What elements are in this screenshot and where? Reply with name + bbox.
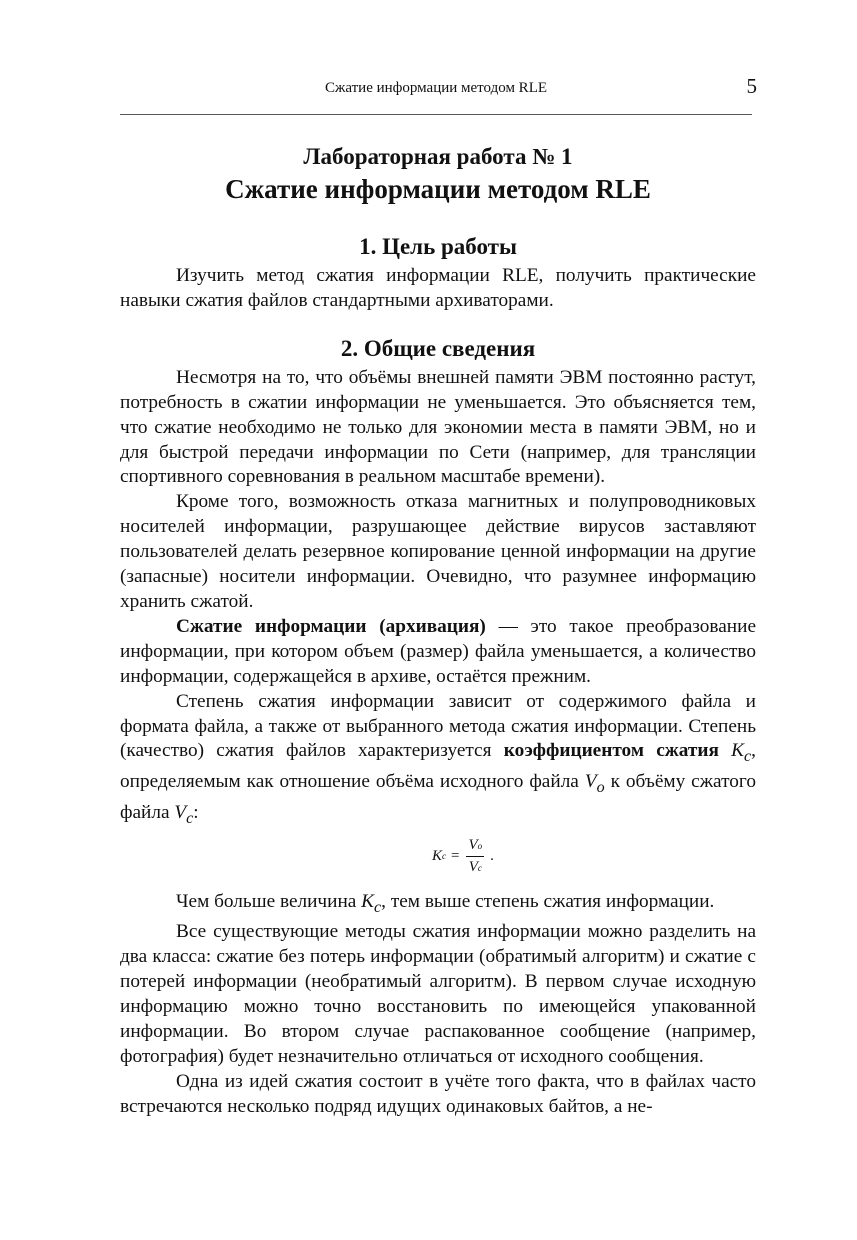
running-header: Сжатие информации методом RLE: [324, 80, 548, 96]
ratio-text-b: , определяемым как отношение объёма исходного файла: [120, 740, 756, 793]
lab-number-heading: Лабораторная работа № 1: [303, 144, 573, 169]
symbol-kc-2: [361, 890, 382, 916]
effect-text-a: Чем больше величина: [176, 890, 362, 912]
formula-num-sub: o: [477, 840, 483, 851]
formula-lhs: K: [432, 847, 443, 864]
paragraph-definition: [120, 615, 756, 690]
symbol-vc: [174, 801, 194, 827]
formula-equals: =: [451, 847, 460, 864]
paragraph-ratio-effect: [120, 890, 756, 921]
section-2-heading: 2. Общие сведения: [340, 335, 536, 361]
goal-paragraph: Изучить метод сжатия информации RLE, получить практические навыки сжатия файлов стандартными архиваторами.: [120, 265, 756, 311]
symbol-k-2-sub: c: [374, 898, 382, 916]
header-divider: [120, 114, 752, 115]
paragraph-ratio: [120, 690, 756, 832]
formula-denominator: [467, 857, 484, 877]
symbol-v2: V: [174, 801, 187, 823]
symbol-v2-sub: c: [186, 809, 194, 827]
formula-period: .: [490, 847, 494, 864]
symbol-k: K: [731, 740, 745, 762]
symbol-kc: [731, 740, 752, 766]
page-content: [120, 142, 756, 1120]
lab-title-heading: Сжатие информации методом RLE: [225, 174, 651, 204]
formula-block: [120, 834, 756, 890]
paragraph-methods: Все существующие методы сжатия информации можно разделить на два класса: сжатие без потерь информации (обратимый алгоритм) и сжатие с потерей информации (необратимый алгоритм). В первом случае исходную информацию можно точно восстановить по имеющейся упакованной информации. Во втором случае распакованное сообщение (например, фотография) будет незначительно отличаться от исходного сообщения.: [120, 921, 756, 1067]
formula-num-v: V: [468, 836, 478, 853]
formula-lhs-sub: c: [442, 850, 447, 861]
section-1-heading: 1. Цель работы: [359, 234, 517, 259]
formula-fraction: [466, 836, 484, 877]
symbol-v1: V: [584, 771, 597, 793]
symbol-v1-sub: o: [596, 779, 605, 797]
paragraph-idea: Одна из идей сжатия состоит в учёте того факта, что в файлах часто встречаются несколько подряд идущих одинаковых байтов, а не-: [120, 1070, 756, 1117]
formula-den-sub: c: [477, 862, 482, 873]
symbol-vo: [584, 771, 605, 797]
definition-text: — это такое преобразование информации, при котором объем (размер) файла уменьшается, а количество информации, содержащейся в архиве, остаётся прежним.: [120, 615, 756, 687]
ratio-text-c: к объёму сжатого файла: [120, 771, 756, 823]
compression-formula: [432, 836, 494, 877]
symbol-k-2: K: [361, 890, 375, 912]
formula-numerator: [466, 836, 484, 857]
page-number: 5: [746, 74, 757, 98]
ratio-text-a: Степень сжатия информации зависит от содержимого файла и формата файла, а также от выбранного метода сжатия информации. Степень (качество) сжатия файлов характеризуется: [120, 690, 756, 762]
paragraph-backup: Кроме того, возможность отказа магнитных и полупроводниковых носителей информации, разрушающее действие вирусов заставляют пользователей делать резервное копирование ценной информации на другие (запасные) носители информации. Очевидно, что разумнее информацию хранить сжатой.: [120, 491, 756, 612]
symbol-k-sub: c: [744, 748, 752, 766]
term-compression: Сжатие информации (архивация): [176, 615, 486, 637]
paragraph-storage: Несмотря на то, что объёмы внешней памяти ЭВМ постоянно растут, потребность в сжатии информации не уменьшается. Это объясняется тем, что сжатие необходимо не только для экономии места в памяти ЭВМ, но и для быстрой передачи информации по Сети (например, для трансляции спортивного соревнования в реальном масштабе времени).: [120, 366, 756, 488]
formula-den-v: V: [468, 858, 478, 875]
ratio-text-d: :: [193, 801, 199, 823]
term-ratio: коэффициентом сжатия: [503, 740, 719, 762]
effect-text-b: , тем выше степень сжатия информации.: [381, 890, 715, 912]
